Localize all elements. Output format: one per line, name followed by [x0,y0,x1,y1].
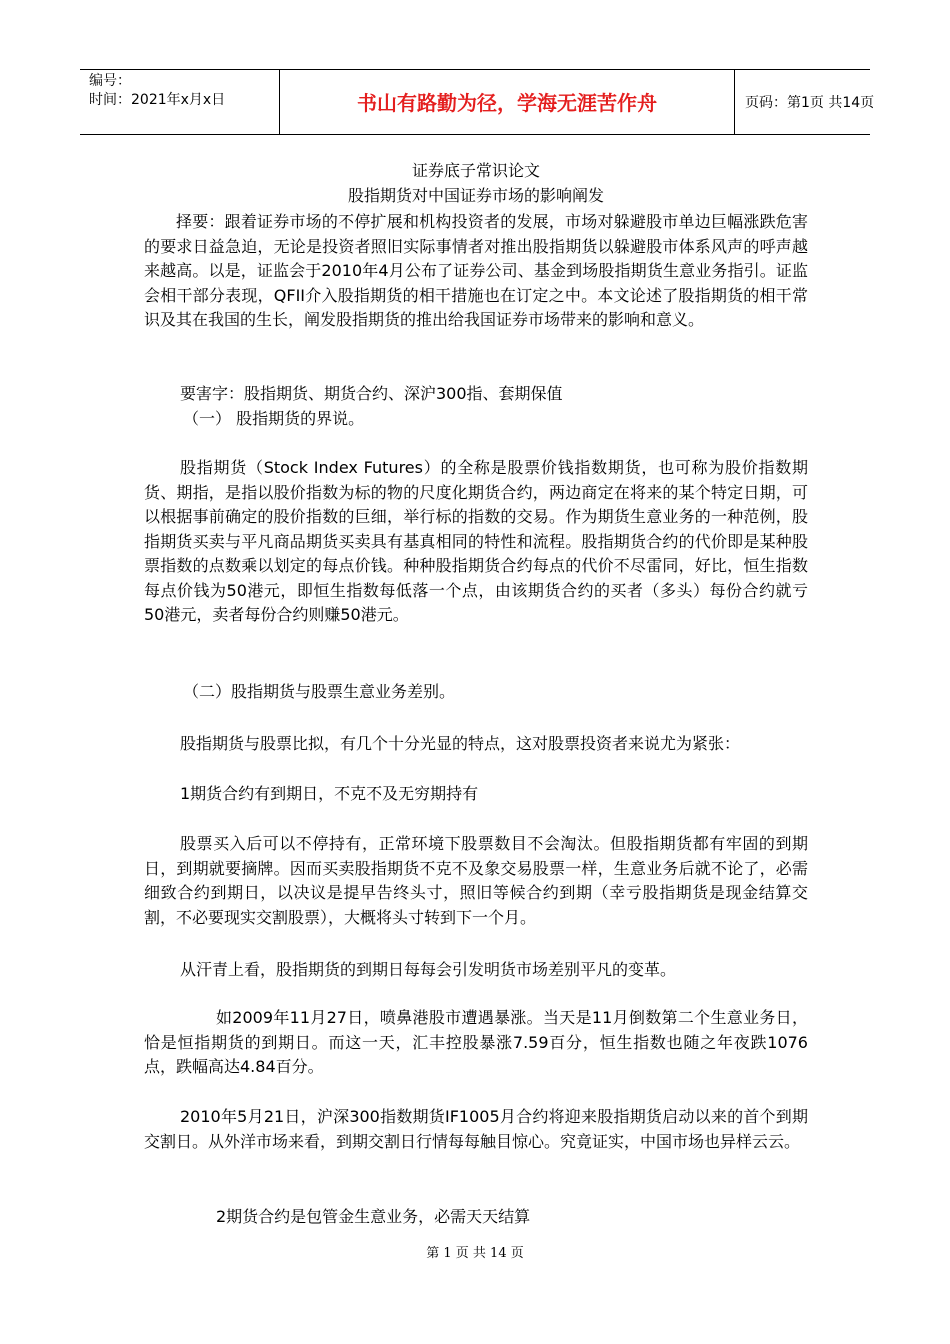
header-meta-cell [80,70,280,134]
document-title: 证券底子常识论文 [411,161,540,180]
code-label: 编号： [89,73,131,89]
abstract-paragraph: 择要：跟着证券市场的不停扩展和机构投资者的发展，市场对躲避股市单边巨幅涨跌危害的要求日益急迫，无论是投资者照旧实际事情者对推出股指期货以躲避股市体系风声的呼声越来越高。以是，证监会于2010年4月公布了证券公司、基金到场股指期货生意业务指引。证监会相干部分表现，QFII介入股指期货的相干措施也在订定之中。本文论述了股指期货的相干常识及其在我国的生长，阐发股指期货的推出给我国证券市场带来的影响和意义。 [144,212,808,329]
header-table [80,69,875,135]
section-heading-1: （一） 股指期货的界说。 [183,409,365,428]
header-motto: 书山有路勤为径，学海无涯苦作舟 [280,70,735,134]
history-line: 从汗青上看，股指期货的到期日每每会引发明货市场差别平凡的变革。 [180,960,677,979]
document-subtitle: 股指期货对中国证券市场的影响阐发 [347,186,604,205]
list-item-1: 1期货合约有到期日，不克不及无穷期持有 [180,784,479,803]
hk-example-paragraph: 如2009年11月27日，喷鼻港股市遭遇暴涨。当天是11月倒数第二个生意业务日，恰是恒指期货的到期日。而这一天，汇丰控股暴涨7.59百分，恒生指数也随之年夜跌1076点，跌幅高达4.84百分。 [144,1008,808,1076]
page-footer: 第 1 页 共 14 页 [426,1246,524,1261]
header-page-info: 页码：第1页 共14页 [745,95,875,111]
keywords-line: 要害字：股指期货、期货合约、深沪300指、套期保值 [180,384,563,403]
section-heading-2: （二）股指期货与股票生意业务差别。 [183,682,456,701]
definition-paragraph: 股指期货（Stock Index Futures）的全称是股票价钱指数期货，也可称为股价指数期货、期指，是指以股价指数为标的物的尺度化期货合约，两边商定在将来的某个特定日期，可以根据事前确定的股价指数的巨细，举行标的指数的交易。作为期货生意业务的一种范例，股指期货买卖与平凡商品期货买卖具有基真相同的特性和流程。股指期货合约的代价即是某种股票指数的点数乘以划定的每点价钱。种种股指期货合约每点的代价不尽雷同，好比，恒生指数每点价钱为50港元，即恒生指数每低落一个点，由该期货合约的买者（多头）每份合约就亏50港元，卖者每份合约则赚50港元。 [144,458,808,624]
expiry-paragraph: 股票买入后可以不停持有，正常环境下股票数目不会淘汰。但股指期货都有牢固的到期日，到期就要摘牌。因而买卖股指期货不克不及象交易股票一样，生意业务后就不论了，必需细致合约到期日，以决议是提早告终头寸，照旧等候合约到期（幸亏股指期货是现金结算交割，不必要现实交割股票），大概将头寸转到下一个月。 [144,834,808,927]
time-label: 时间：2021年x月x日 [89,92,226,108]
if1005-paragraph: 2010年5月21日，沪深300指数期货IF1005月合约将迎来股指期货启动以来的首个到期交割日。从外洋市场来看，到期交割日行情每每触目惊心。究竟证实，中国市场也异样云云。 [144,1107,808,1151]
list-item-2: 2期货合约是包管金生意业务，必需天天结算 [216,1207,531,1226]
comparison-intro: 股指期货与股票比拟，有几个十分光显的特点，这对股票投资者来说尤为紧张： [180,734,741,753]
